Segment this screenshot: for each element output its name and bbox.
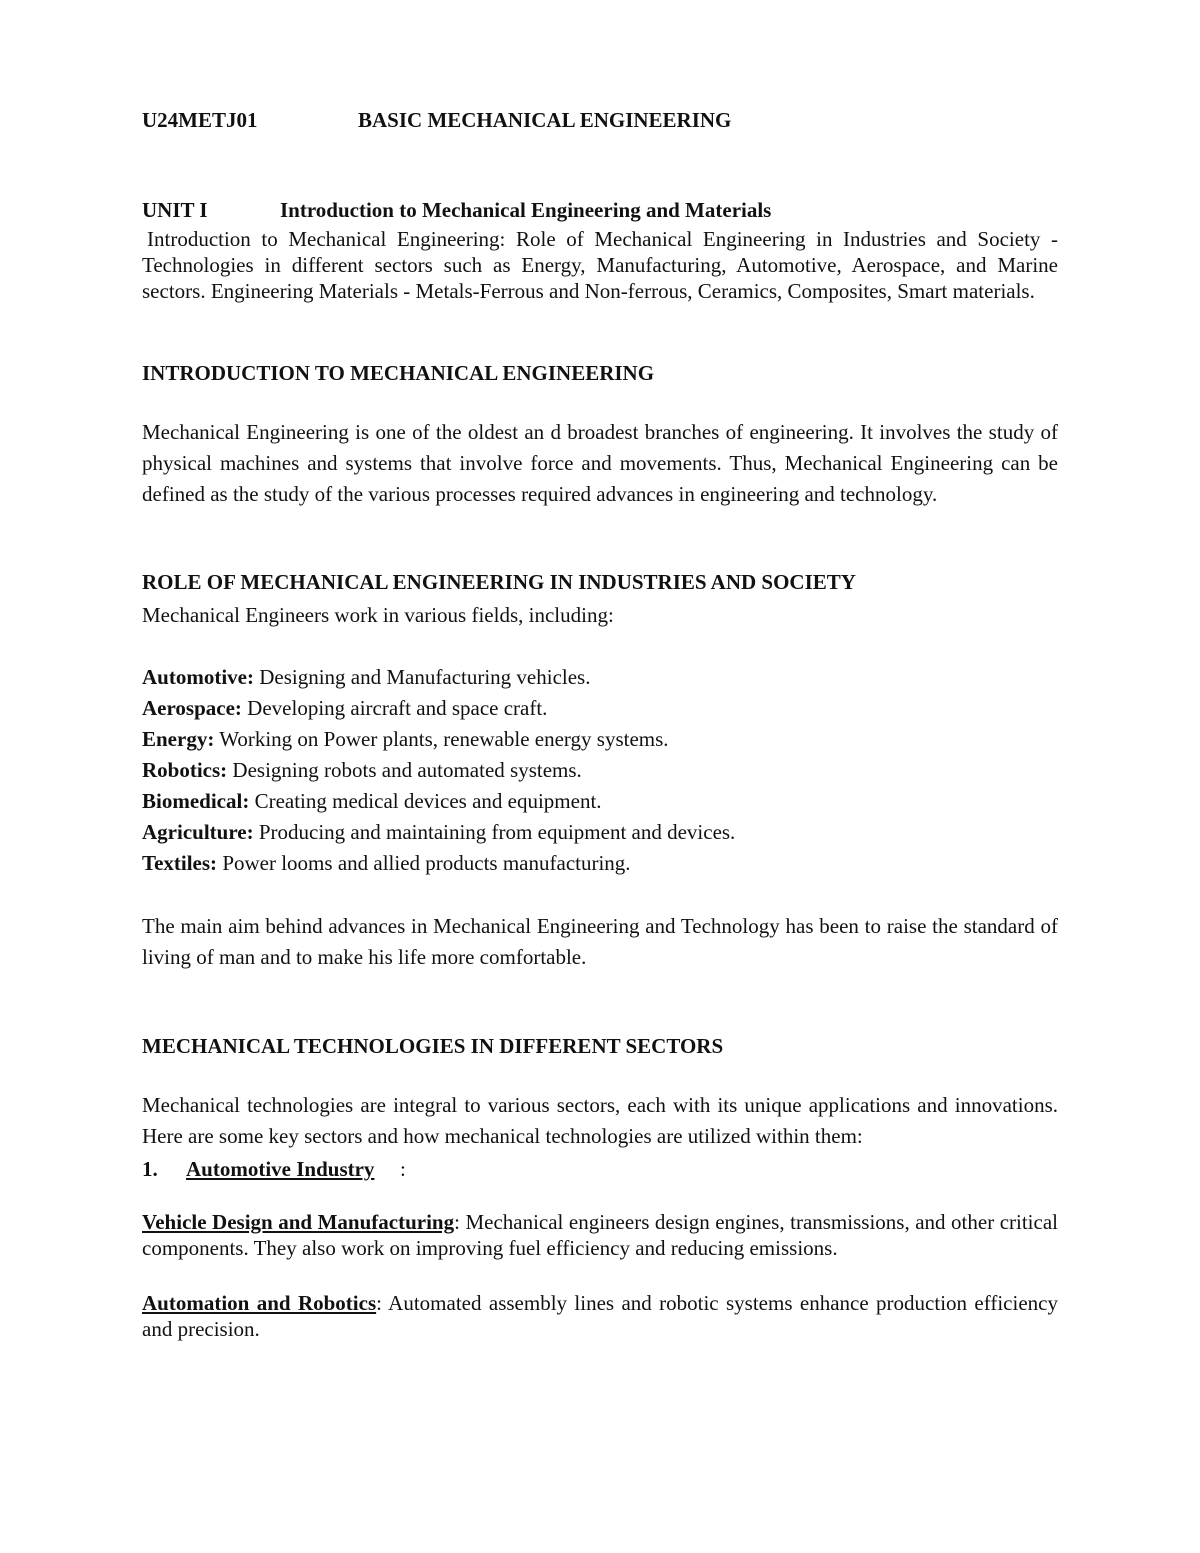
vehicle-design-paragraph <box>142 1209 1058 1261</box>
list-item <box>142 817 1058 848</box>
automation-paragraph <box>142 1290 1058 1342</box>
unit-title: Introduction to Mechanical Engineering and Materials <box>280 198 772 222</box>
sectors-intro: Mechanical technologies are integral to various sectors, each with its unique applications and innovations. Here are some key sectors and how mechanical technologies are utilized within them: <box>142 1093 1058 1148</box>
field-term: Automotive: <box>142 665 254 689</box>
role-lead: Mechanical Engineers work in various fields, including: <box>142 603 614 627</box>
automation-text: : Automated assembly lines and robotic systems enhance production efficiency and precision. <box>142 1291 1058 1341</box>
field-desc: Designing and Manufacturing vehicles. <box>253 665 591 689</box>
list-item <box>142 755 1058 786</box>
list-item <box>142 786 1058 817</box>
course-header <box>142 108 732 133</box>
field-desc: Creating medical devices and equipment. <box>249 789 602 813</box>
field-term: Aerospace: <box>142 696 242 720</box>
vehicle-design-text: : Mechanical engineers design engines, transmissions, and other critical components. They also work on improving fuel efficiency and reducing emissions. <box>142 1210 1058 1260</box>
field-term: Robotics: <box>142 758 228 782</box>
field-term: Textiles: <box>142 851 218 875</box>
field-desc: Producing and maintaining from equipment and devices. <box>253 820 736 844</box>
automation-term: Automation and Robotics <box>142 1291 377 1315</box>
role-closing: The main aim behind advances in Mechanical Engineering and Technology has been to raise the standard of living of man and to make his life more comfortable. <box>142 914 1058 969</box>
field-term: Agriculture: <box>142 820 254 844</box>
fields-list <box>142 662 1058 879</box>
role-heading: ROLE OF MECHANICAL ENGINEERING IN INDUSTRIES AND SOCIETY <box>142 570 856 594</box>
field-desc: Power looms and allied products manufacturing. <box>217 851 631 875</box>
intro-heading: INTRODUCTION TO MECHANICAL ENGINEERING <box>142 361 655 385</box>
sector-item-automotive <box>142 1156 1058 1182</box>
list-item <box>142 693 1058 724</box>
unit-label: UNIT I <box>142 198 208 222</box>
intro-paragraph: Mechanical Engineering is one of the oldest an d broadest branches of engineering. It involves the study of physical machines and systems that involve force and movements. Thus, Mechanical Engineering can be defined as the study of the various processes required advances in engineering and technology. <box>142 420 1058 506</box>
unit-syllabus: Introduction to Mechanical Engineering: Role of Mechanical Engineering in Industries and Society - Technologies in different sectors such as Energy, Manufacturing, Automotive, Aerospace, and Marine sectors. Engineering Materials - Metals-Ferrous and Non-ferrous, Ceramics, Composites, Smart materials. <box>142 227 1058 303</box>
unit-heading <box>142 198 772 223</box>
sectors-heading: MECHANICAL TECHNOLOGIES IN DIFFERENT SECTORS <box>142 1034 724 1058</box>
field-desc: Working on Power plants, renewable energy systems. <box>214 727 669 751</box>
vehicle-design-term: Vehicle Design and Manufacturing <box>142 1210 455 1234</box>
field-term: Biomedical: <box>142 789 250 813</box>
field-term: Energy: <box>142 727 215 751</box>
course-code: U24METJ01 <box>142 108 258 132</box>
list-item <box>142 724 1058 755</box>
item-number: 1. <box>142 1157 158 1181</box>
list-item <box>142 662 1058 693</box>
item-title: Automotive Industry <box>186 1157 375 1181</box>
field-desc: Designing robots and automated systems. <box>227 758 582 782</box>
item-colon: : <box>400 1157 406 1181</box>
list-item <box>142 848 1058 879</box>
course-title: BASIC MECHANICAL ENGINEERING <box>358 108 732 132</box>
field-desc: Developing aircraft and space craft. <box>241 696 548 720</box>
